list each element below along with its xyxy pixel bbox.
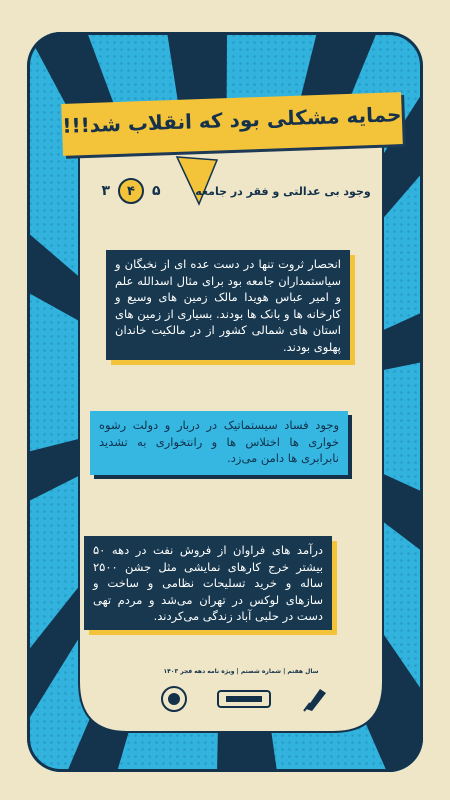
emblem-logo-icon [216, 686, 272, 712]
pen-logo-icon [300, 686, 330, 712]
seal-logo-icon [160, 686, 188, 712]
page-number-current[interactable]: ۴ [118, 178, 144, 204]
text-box-oil-revenue: درآمد های فراوان از فروش نفت در دهه ۵۰ بیشتر خرج کارهای نمایشی مثل جشن ۲۵۰۰ ساله و خرید تسلیحات نظامی و ساخت و سازهای لوکس در تهران می‌شد و مردم تهی دست در حلبی آباد زندگی می‌کردند. [84, 536, 332, 630]
page-number-prev[interactable]: ۵ [152, 183, 161, 199]
page-title: حمایه مشکلی بود که انقلاب شد!!! [61, 102, 402, 138]
text-box-corruption: وجود فساد سیستماتیک در دربار و دولت رشوه خواری ها اختلاس ها و رانتخواری به تشدید نابرابری ها دامن می‌زد. [90, 411, 348, 475]
logo-row [160, 684, 330, 714]
issue-info: سال هفتم | شماره شصتم | ویژه نامه دهه فجر ۱۴۰۳ [163, 668, 319, 675]
text-box-wealth: انحصار ثروت تنها در دست عده ای از نخبگان و سیاستمداران جامعه بود برای مثال اسدالله علم و امیر عباس هویدا مالک زمین های وسیع و کارخانه ها و بانک ها بودند. بسیاری از زمین های استان های شمالی کشور از در مالکیت خاندان پهلوی بودند. [106, 250, 350, 360]
page-number-next[interactable]: ۳ [101, 183, 110, 199]
subtitle: وجود بی عدالتی و فقر در جامعه [195, 184, 371, 198]
page-indicator [86, 178, 176, 204]
